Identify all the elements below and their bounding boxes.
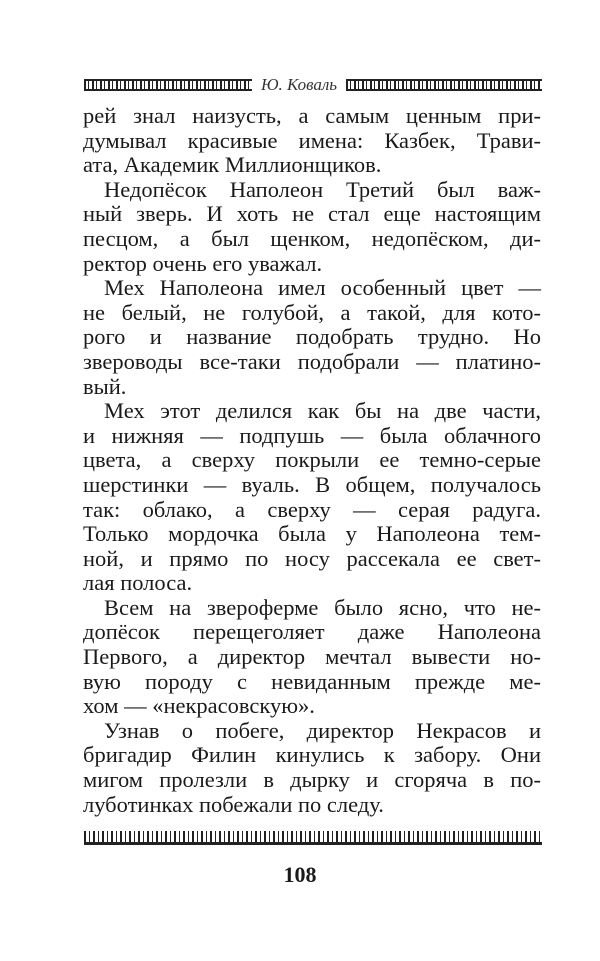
text-line: вый.	[83, 373, 127, 399]
text-line: шерстинки — вуаль. В общем, получалось	[83, 471, 541, 497]
footer-ornament	[84, 831, 542, 845]
text-line: Первого, а директор мечтал вывести но-	[83, 644, 541, 670]
paragraph	[83, 178, 541, 276]
text-line: и нижняя — подпушь — была облачного	[83, 422, 541, 448]
text-line: ный зверь. И хоть не стал еще настоящим	[83, 201, 541, 227]
text-line: ата, Академик Миллионщиков.	[83, 152, 382, 178]
text-line: хом — «некрасовскую».	[83, 693, 315, 719]
text-line: луботинках побежали по следу.	[83, 791, 384, 817]
text-line: Всем на звероферме было ясно, что не-	[104, 594, 541, 620]
text-line: бригадир Филин кинулись к забору. Они	[83, 742, 541, 768]
page-number: 108	[283, 862, 317, 887]
text-line: рей знал наизусть, а самым ценным при-	[83, 103, 541, 128]
header-author: Ю. Коваль	[260, 75, 338, 94]
running-header	[84, 76, 542, 94]
text-line: Мех этот делился как бы на две части,	[104, 398, 541, 424]
paragraph	[83, 104, 541, 178]
paragraph	[83, 596, 541, 719]
paragraph	[83, 276, 541, 399]
text-line: вую породу с невиданным прежде ме-	[83, 668, 541, 694]
body-text	[83, 104, 541, 817]
text-line: не белый, не голубой, а такой, для кото-	[83, 299, 541, 325]
text-line: ректор очень его уважал.	[83, 250, 323, 276]
text-line: допёсок перещеголяет даже Наполеона	[83, 619, 541, 645]
text-line: лая полоса.	[83, 570, 193, 596]
text-line: мигом пролезли в дырку и сгоряча в по-	[83, 767, 541, 793]
text-line: ной, и прямо по носу рассекала ее свет-	[83, 545, 541, 571]
text-line: Узнав о побеге, директор Некрасов и	[104, 717, 541, 743]
text-line: Недопёсок Наполеон Третий был важ-	[104, 176, 541, 202]
text-line: Мех Наполеона имел особенный цвет —	[104, 275, 541, 301]
text-line: думывал красивые имена: Казбек, Трави-	[83, 127, 541, 153]
paragraph	[83, 719, 541, 817]
text-line: так: облако, а сверху — серая радуга.	[83, 496, 541, 522]
text-line: цвета, а сверху покрыли ее темно-серые	[83, 447, 541, 473]
text-line: Только мордочка была у Наполеона тем-	[83, 521, 541, 547]
paragraph	[83, 399, 541, 596]
text-line: звероводы все-таки подобрали — платино-	[83, 348, 541, 374]
text-line: песцом, а был щенком, недопёском, ди-	[83, 225, 541, 251]
header-ornament-right	[346, 79, 542, 91]
header-ornament-left	[84, 79, 252, 91]
text-line: рого и название подобрать трудно. Но	[83, 324, 541, 350]
